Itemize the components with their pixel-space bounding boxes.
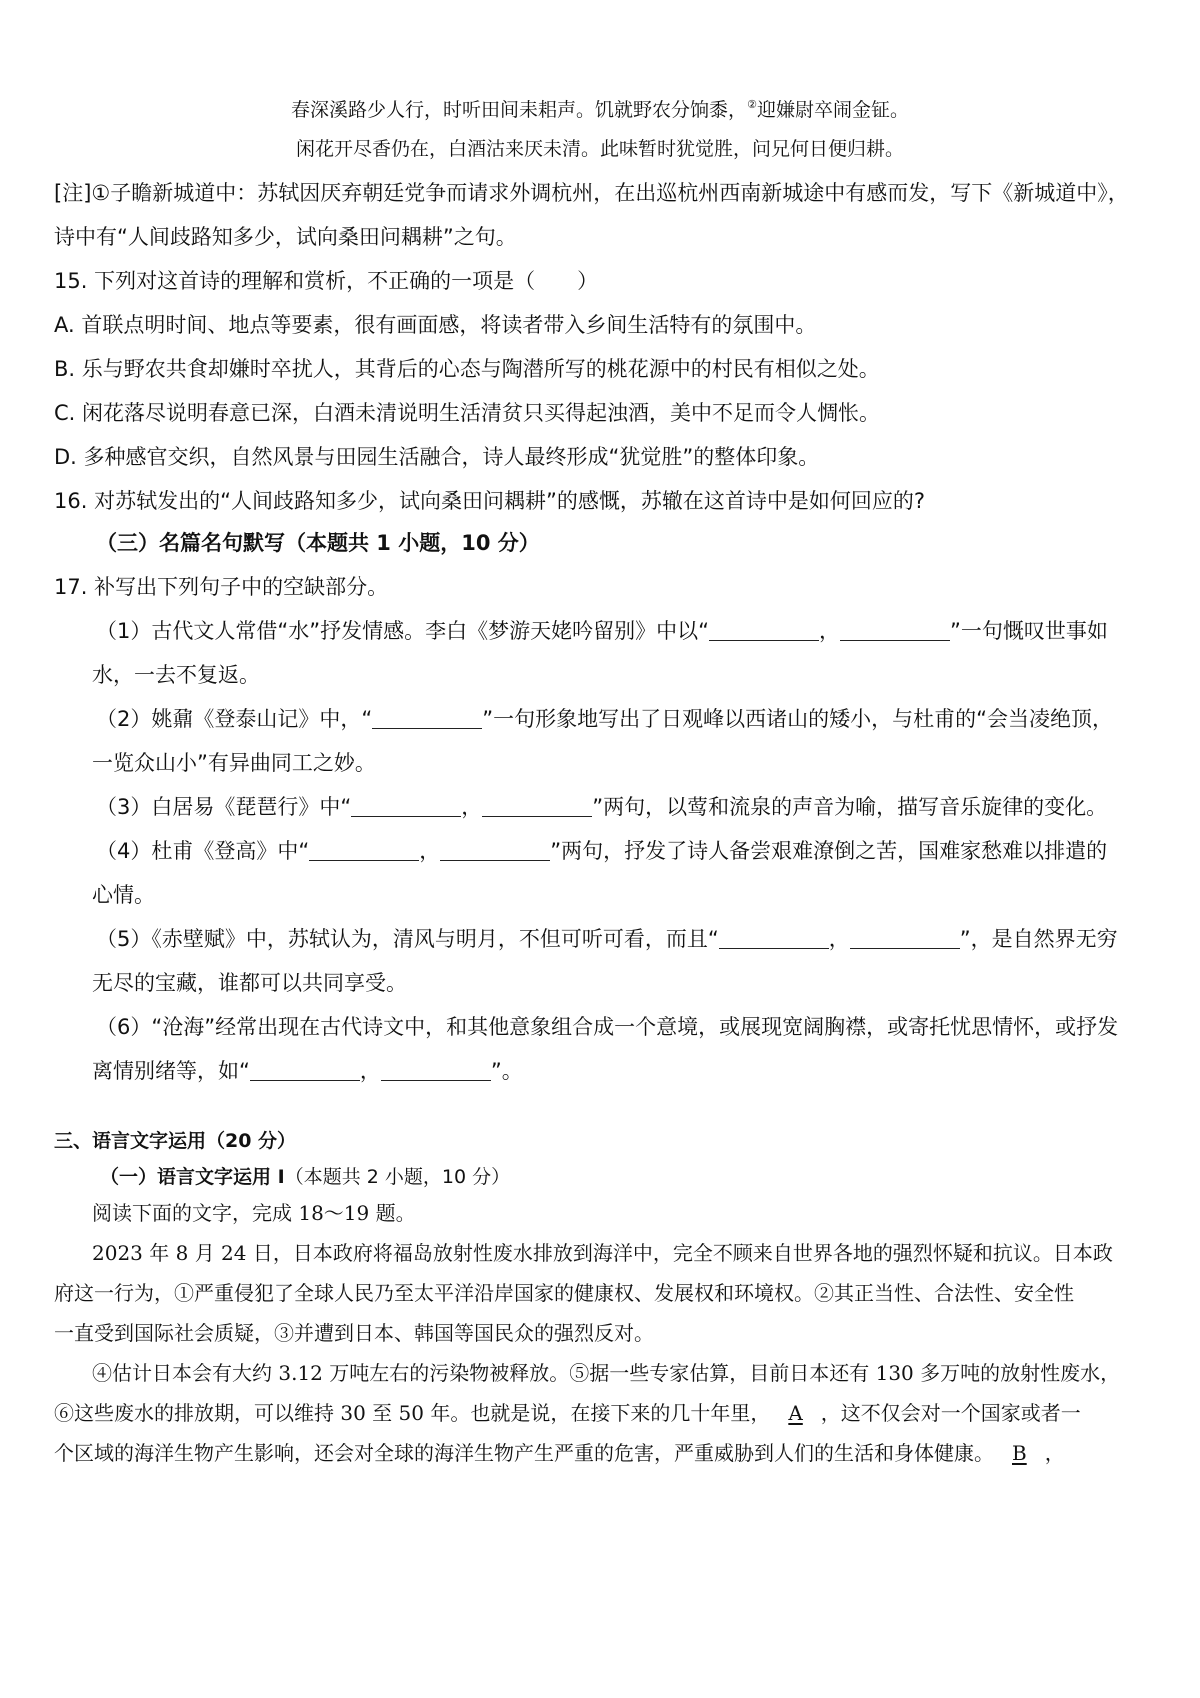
annotation-line-2: 诗中有“人间歧路知多少，试向桑田问耦耕”之句。	[54, 225, 517, 249]
item-1: （1）古代文人常借“水”抒发情感。李白《梦游天姥吟留别》中以“ ， ”一句慨叹世事如	[96, 619, 1108, 643]
answer-blank[interactable]	[381, 1058, 491, 1081]
item-6: （6）“沧海”经常出现在古代诗文中，和其他意象组合成一个意境，或展现宽阔胸襟，或寄托忧思情怀，或抒发	[96, 1015, 1119, 1039]
blank-a[interactable]: A	[788, 1401, 803, 1425]
question-16-stem: 16. 对苏轼发出的“人间歧路知多少，试向桑田问耦耕”的感慨，苏辙在这首诗中是如何回应的?	[54, 489, 925, 513]
passage-line-1: 2023 年 8 月 24 日，日本政府将福岛放射性废水排放到海洋中，完全不顾来自世界各地的强烈怀疑和抗议。日本政	[92, 1241, 1113, 1265]
option-d[interactable]: D. 多种感官交织，自然风景与田园生活融合，诗人最终形成“犹觉胜”的整体印象。	[54, 445, 820, 469]
passage-line-5: ⑥这些废水的排放期，可以维持 30 至 50 年。也就是说，在接下来的几十年里， A ，这不仅会对一个国家或者一	[54, 1401, 1081, 1425]
answer-blank[interactable]	[351, 794, 461, 817]
subsection-heading: （一）语言文字运用 I（本题共 2 小题，10 分）	[100, 1166, 511, 1188]
reading-instruction: 阅读下面的文字，完成 18～19 题。	[92, 1201, 416, 1225]
answer-blank[interactable]	[482, 794, 592, 817]
item-4-cont: 心情。	[92, 883, 155, 907]
answer-blank[interactable]	[309, 838, 419, 861]
item-2: （2）姚鼐《登泰山记》中，“ ”一句形象地写出了日观峰以西诸山的矮小，与杜甫的“会当凌绝顶，	[96, 707, 1114, 731]
blank-b[interactable]: B	[1012, 1441, 1027, 1465]
annotation-line-1: [注]①子瞻新城道中：苏轼因厌弃朝廷党争而请求外调杭州，在出巡杭州西南新城途中有感而发，写下《新城道中》，	[54, 181, 1129, 205]
question-17-stem: 17. 补写出下列句子中的空缺部分。	[54, 575, 389, 599]
footnote-mark: ②	[747, 98, 757, 111]
item-2-cont: 一览众山小”有异曲同工之妙。	[92, 751, 376, 775]
section-heading-dictation: （三）名篇名句默写（本题共 1 小题，10 分）	[96, 531, 540, 555]
answer-blank[interactable]	[709, 618, 819, 641]
item-1-cont: 水，一去不复返。	[92, 663, 260, 687]
item-3: （3）白居易《琵琶行》中“ ， ”两句，以莺和流泉的声音为喻，描写音乐旋律的变化。	[96, 795, 1108, 819]
item-5-cont: 无尽的宝藏，谁都可以共同享受。	[92, 971, 407, 995]
option-b[interactable]: B. 乐与野农共食却嫌时卒扰人，其背后的心态与陶潜所写的桃花源中的村民有相似之处。	[54, 357, 880, 381]
item-6-cont: 离情别绪等，如“ ， ”。	[92, 1059, 523, 1083]
question-15-stem: 15. 下列对这首诗的理解和赏析，不正确的一项是（ ）	[54, 269, 599, 293]
option-c[interactable]: C. 闲花落尽说明春意已深，白酒未清说明生活清贫只买得起浊酒，美中不足而令人惆怅。	[54, 401, 881, 425]
option-a[interactable]: A. 首联点明时间、地点等要素，很有画面感，将读者带入乡间生活特有的氛围中。	[54, 313, 817, 337]
poem-line-1: 春深溪路少人行，时听田间耒耜声。饥就野农分饷黍，②迎嫌尉卒闹金钲。	[291, 98, 909, 121]
passage-line-2: 府这一行为，①严重侵犯了全球人民乃至太平洋沿岸国家的健康权、发展权和环境权。②其正当性、合法性、安全性	[54, 1281, 1074, 1305]
poem-line-2: 闲花开尽香仍在，白酒沽来厌未清。此味暂时犹觉胜，问兄何日便归耕。	[295, 138, 904, 160]
item-4: （4）杜甫《登高》中“ ， ”两句，抒发了诗人备尝艰难潦倒之苦，国难家愁难以排遣的	[96, 839, 1108, 863]
answer-blank[interactable]	[719, 926, 829, 949]
answer-blank[interactable]	[840, 618, 950, 641]
passage-line-6: 个区域的海洋生物产生影响，还会对全球的海洋生物产生严重的危害，严重威胁到人们的生活和身体健康。 B ，	[54, 1441, 1065, 1465]
answer-blank[interactable]	[850, 926, 960, 949]
item-5: （5）《赤壁赋》中，苏轼认为，清风与明月，不但可听可看，而且“ ， ”，是自然界无穷	[96, 927, 1118, 951]
answer-blank[interactable]	[372, 706, 482, 729]
answer-blank[interactable]	[250, 1058, 360, 1081]
part-heading-language-use: 三、语言文字运用（20 分）	[54, 1130, 297, 1152]
passage-line-4: ④估计日本会有大约 3.12 万吨左右的污染物被释放。⑤据一些专家估算，目前日本还有 130 多万吨的放射性废水，	[92, 1361, 1121, 1385]
passage-line-3: 一直受到国际社会质疑，③并遭到日本、韩国等国民众的强烈反对。	[54, 1321, 654, 1345]
answer-blank[interactable]	[440, 838, 550, 861]
